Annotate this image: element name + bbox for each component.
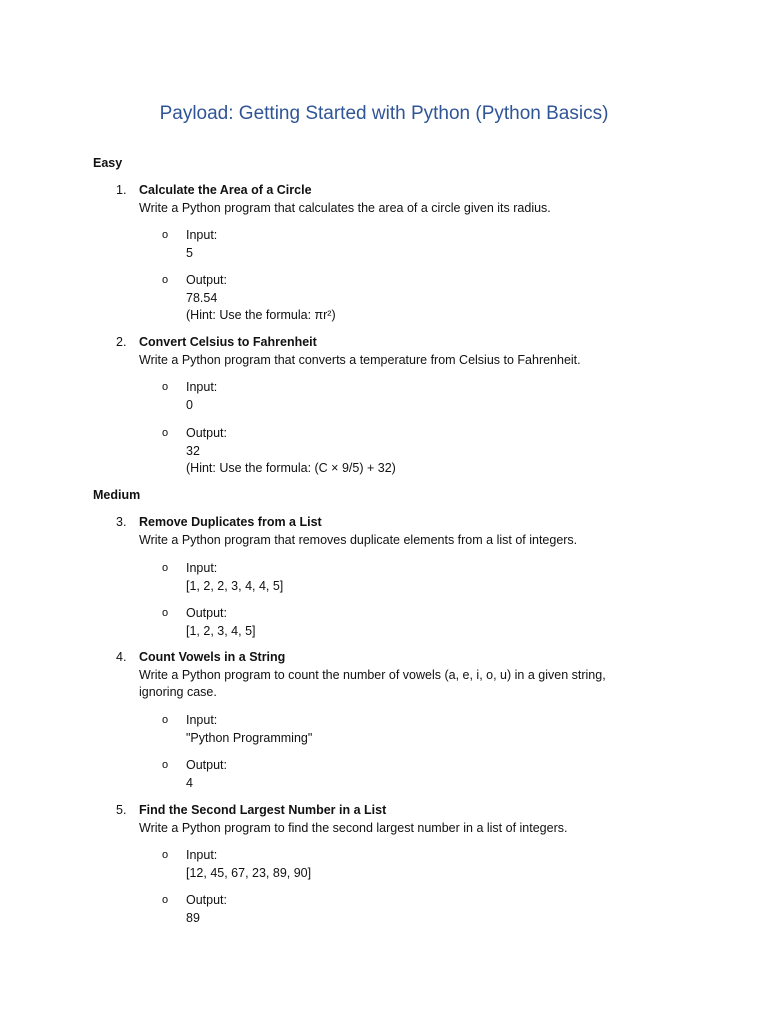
section-heading-medium: Medium: [93, 488, 141, 502]
problem-description: Write a Python program that removes duplicate elements from a list of integers.: [139, 532, 578, 547]
hint-text: (Hint: Use the formula: (C × 9/5) + 32): [186, 461, 396, 475]
problem-description: Write a Python program to find the second largest number in a list of integers.: [139, 820, 568, 835]
problem-description: Write a Python program that calculates the area of a circle given its radius.: [139, 200, 551, 215]
problem-title: Count Vowels in a String: [139, 650, 286, 664]
problem-number: 3.: [116, 515, 127, 529]
input-value: "Python Programming": [186, 730, 313, 745]
bullet-icon: o: [162, 274, 169, 286]
bullet-icon: o: [162, 427, 169, 439]
problem-title: Remove Duplicates from a List: [139, 515, 322, 529]
input-value: [1, 2, 2, 3, 4, 4, 5]: [186, 578, 284, 593]
output-label: Output:: [186, 606, 227, 620]
output-label: Output:: [186, 426, 227, 440]
section-heading-easy: Easy: [93, 156, 123, 170]
problem-number: 4.: [116, 650, 127, 664]
input-label: Input:: [186, 848, 218, 862]
problem-description-line: ignoring case.: [139, 685, 217, 699]
problem-description-line: Write a Python program to count the number of vowels (a, e, i, o, u) in a given string,: [139, 667, 606, 682]
input-value: [12, 45, 67, 23, 89, 90]: [186, 865, 312, 880]
page-title: Payload: Getting Started with Python (Python Basics): [159, 103, 609, 124]
output-value: 32: [186, 443, 200, 458]
output-label: Output:: [186, 273, 227, 287]
output-value: 4: [186, 775, 193, 790]
bullet-icon: o: [162, 381, 169, 393]
bullet-icon: o: [162, 562, 169, 574]
problem-description: Write a Python program that converts a temperature from Celsius to Fahrenheit.: [139, 352, 581, 367]
problem-title: Calculate the Area of a Circle: [139, 183, 312, 197]
bullet-icon: o: [162, 714, 169, 726]
output-label: Output:: [186, 893, 227, 907]
output-value: [1, 2, 3, 4, 5]: [186, 623, 256, 638]
input-label: Input:: [186, 380, 218, 394]
input-label: Input:: [186, 228, 218, 242]
output-value: 89: [186, 910, 200, 925]
bullet-icon: o: [162, 229, 169, 241]
bullet-icon: o: [162, 894, 169, 906]
output-label: Output:: [186, 758, 227, 772]
problem-title: Convert Celsius to Fahrenheit: [139, 335, 317, 349]
output-value: 78.54: [186, 290, 218, 305]
bullet-icon: o: [162, 849, 169, 861]
problem-number: 1.: [116, 183, 127, 197]
input-label: Input:: [186, 713, 218, 727]
bullet-icon: o: [162, 607, 169, 619]
problem-number: 2.: [116, 335, 127, 349]
bullet-icon: o: [162, 759, 169, 771]
input-label: Input:: [186, 561, 218, 575]
problem-number: 5.: [116, 803, 127, 817]
hint-text: (Hint: Use the formula: πr²): [186, 308, 336, 322]
input-value: 5: [186, 245, 193, 260]
input-value: 0: [186, 397, 193, 412]
problem-title: Find the Second Largest Number in a List: [139, 803, 387, 817]
